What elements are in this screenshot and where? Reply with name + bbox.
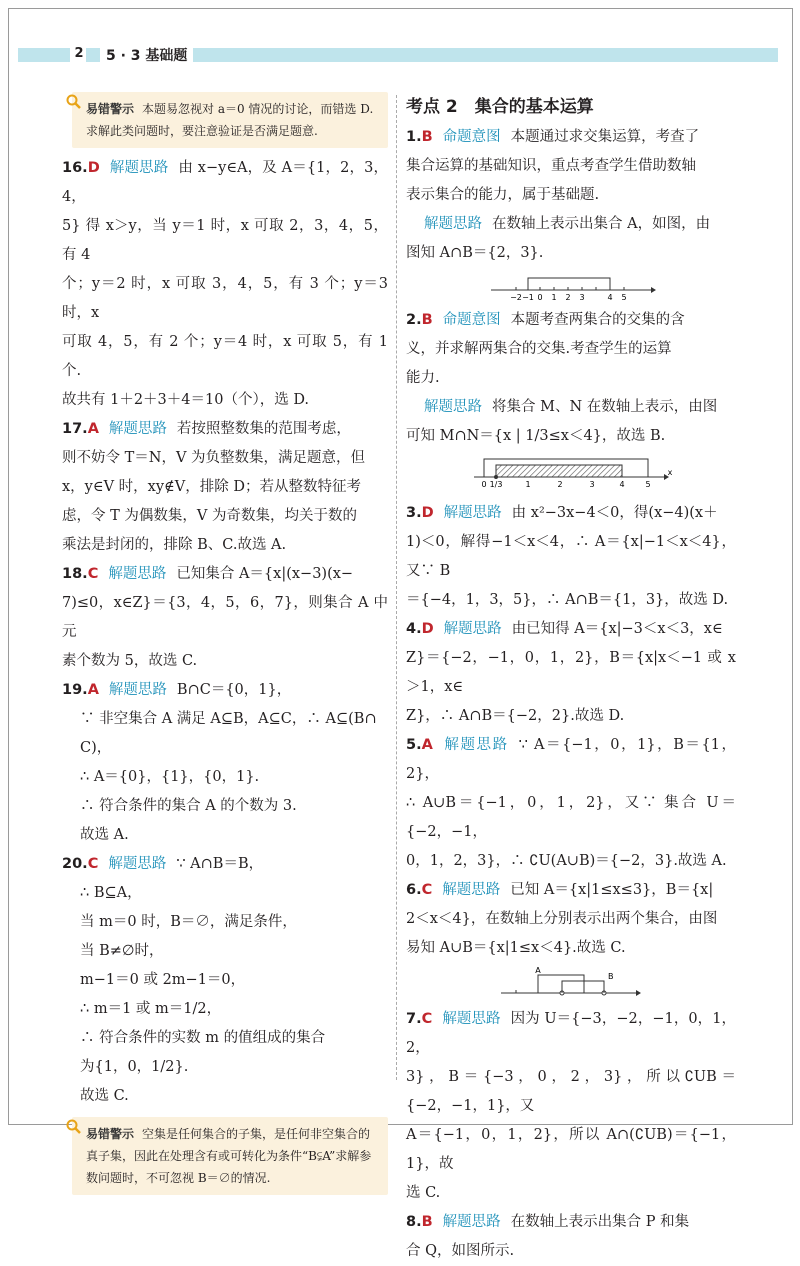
text-line: ∵ 非空集合 A 满足 A⊆B，A⊆C，∴ A⊆(B∩: [80, 711, 377, 727]
text-line: 表示集合的能力，属于基础题.: [406, 187, 600, 203]
text-line: 2＜x＜4}，在数轴上分别表示出两个集合，由图: [406, 911, 718, 927]
keyword-label: 解题思路: [424, 399, 482, 415]
text-line: 则不妨令 T＝N，V 为负整数集，满足题意，但: [62, 450, 366, 466]
text-line: ∴ 符合条件的集合 A 的个数为 3.: [80, 798, 297, 814]
text-line: 已知集合 A＝{x|(x−3)(x−: [176, 566, 354, 582]
axis-label: −1: [522, 293, 534, 302]
question-number: 5.: [406, 737, 422, 753]
text-line: 由 x²−3x−4＜0，得(x−4)(x＋: [511, 505, 718, 521]
keyword-label: 解题思路: [442, 1214, 501, 1230]
answer-19: [62, 676, 388, 850]
question-number: 16.: [62, 160, 88, 176]
answer-5: [406, 731, 736, 876]
question-number: 6.: [406, 882, 422, 898]
axis-label: 2: [565, 293, 571, 302]
right-column: [406, 92, 736, 1266]
text-line: 选 C.: [406, 1185, 441, 1201]
keyword-label: 解题思路: [108, 421, 167, 437]
text-line: ∴ B⊆A，: [80, 885, 142, 901]
text-line: Z}＝{−2，−1，0，1，2}，B＝{x|x＜−1 或 x＞1，x∈: [406, 650, 736, 695]
answer-6: [406, 876, 736, 1001]
axis-label: x: [667, 468, 673, 477]
text-line: 图知 A∩B＝{2，3}.: [406, 245, 544, 261]
answer-20: [62, 850, 388, 1111]
text-line: ∴ 符合条件的实数 m 的值组成的集合: [80, 1030, 326, 1046]
text-line: ∴ m＝1 或 m＝1/2，: [80, 1001, 222, 1017]
axis-label: 2: [557, 480, 563, 489]
axis-label: B: [608, 972, 614, 981]
text-line: Z}，∴ A∩B＝{−2，2}.故选 D.: [406, 708, 625, 724]
axis-label: −2: [510, 293, 522, 302]
text-line: 本题考查两集合的交集的含: [510, 312, 685, 328]
axis-label: 1: [525, 480, 531, 489]
question-number: 2.: [406, 312, 422, 328]
text-line: 在数轴上表示出集合 A，如图，由: [492, 216, 711, 232]
answer-3: [406, 499, 736, 615]
number-line-figure-1: [486, 272, 656, 302]
text-line: 可知 M∩N＝{x | 1/3≤x＜4}，故选 B.: [406, 428, 666, 444]
text-line: 在数轴上表示出集合 P 和集: [510, 1214, 690, 1230]
text-line: 将集合 M、N 在数轴上表示，由图: [492, 399, 718, 415]
keyword-label: 解题思路: [442, 882, 501, 898]
axis-label: 3: [589, 480, 595, 489]
answer-letter: C: [421, 1011, 433, 1027]
warning-tag: 易错警示: [86, 1127, 135, 1141]
axis-label: 4: [619, 480, 625, 489]
text-line: 个；y＝2 时，x 可取 3，4，5，有 3 个；y＝3 时，x: [62, 276, 388, 321]
text-line: 若按照整数集的范围考虑，: [176, 421, 351, 437]
keyword-label: 解题思路: [443, 621, 502, 637]
text-line: 素个数为 5，故选 C.: [62, 653, 198, 669]
left-column: [62, 92, 388, 1195]
text-line: 虑，令 T 为偶数集，V 为奇数集，均关于数的: [62, 508, 357, 524]
answer-letter: A: [87, 682, 99, 698]
text-line: 由 x−y∈A，及 A＝{1，2，3，4，: [62, 160, 388, 205]
text-line: 为{1，0，1/2}.: [80, 1059, 189, 1075]
text-line: 义，并求解两集合的交集.考查学生的运算: [406, 341, 672, 357]
axis-label: 5: [621, 293, 627, 302]
keyword-label: 解题思路: [108, 856, 167, 872]
keyword-label: 解题思路: [442, 1011, 501, 1027]
axis-label: 5: [645, 480, 651, 489]
text-line: ∴ A＝{0}，{1}，{0，1}.: [80, 769, 260, 785]
keyword-label: 命题意图: [442, 312, 501, 328]
text-line: 当 B≠∅时，: [80, 943, 164, 959]
magnifier-icon: [66, 94, 82, 110]
answer-1: [406, 123, 736, 302]
answer-16: [62, 154, 388, 415]
keyword-label: 解题思路: [109, 160, 169, 176]
text-line: 5} 得 x＞y，当 y＝1 时，x 可取 2，3，4，5，有 4: [62, 218, 388, 263]
header-band-left: [18, 48, 70, 62]
question-number: 3.: [406, 505, 422, 521]
text-line: 故选 C.: [80, 1088, 129, 1104]
answer-letter: A: [87, 421, 99, 437]
question-number: 1.: [406, 129, 422, 145]
text-line: 3}，B＝{−3，0，2，3}，所以∁UB＝{−2，−1，1}，又: [406, 1069, 736, 1114]
text-line: ∴ A∪B＝{−1，0，1，2}，又∵ 集合 U＝{−2，−1，: [406, 795, 736, 840]
question-number: 4.: [406, 621, 422, 637]
question-number: 19.: [62, 682, 88, 698]
keyword-label: 解题思路: [442, 737, 509, 753]
answer-letter: C: [421, 882, 433, 898]
question-number: 18.: [62, 566, 88, 582]
answer-8: [406, 1208, 736, 1266]
text-line: 7)≤0，x∈Z}＝{3，4，5，6，7}，则集合 A 中元: [62, 595, 388, 640]
text-line: A＝{−1，0，1，2}，所以 A∩(∁UB)＝{−1，1}，故: [406, 1127, 736, 1172]
text-line: ∵ A＝{−1，0，1}，B＝{1，2}，: [406, 737, 736, 782]
text-line: 可取 4，5，有 2 个；y＝4 时，x 可取 5，有 1 个.: [62, 334, 388, 379]
text-line: B∩C＝{0，1}，: [176, 682, 292, 698]
text-line: 乘法是封闭的，排除 B、C.故选 A.: [62, 537, 287, 553]
text-line: 合 Q，如图所示.: [406, 1243, 515, 1259]
keyword-label: 解题思路: [424, 216, 482, 232]
answer-letter: B: [421, 1214, 433, 1230]
section-title: 考点 2 集合的基本运算: [406, 97, 594, 117]
answer-7: [406, 1005, 736, 1208]
question-number: 20.: [62, 856, 88, 872]
answer-letter: D: [421, 505, 434, 521]
question-number: 7.: [406, 1011, 422, 1027]
book-title: 5 · 3 基础题: [100, 45, 193, 65]
axis-label: A: [535, 967, 541, 975]
axis-label: 3: [579, 293, 585, 302]
axis-label: 1/3: [489, 480, 503, 489]
text-line: 因为 U＝{−3，−2，−1，0，1，2，: [406, 1011, 736, 1056]
text-line: 集合运算的基础知识，重点考查学生借助数轴: [406, 158, 696, 174]
page-number: 2: [74, 46, 84, 61]
axis-label: 4: [607, 293, 613, 302]
magnifier-icon: [66, 1119, 82, 1135]
warning-box-bottom: [72, 1117, 388, 1195]
text-line: ∵ A∩B＝B，: [176, 856, 264, 872]
text-line: 当 m＝0 时，B＝∅，满足条件，: [80, 914, 297, 930]
keyword-label: 命题意图: [442, 129, 501, 145]
keyword-label: 解题思路: [443, 505, 502, 521]
answer-4: [406, 615, 736, 731]
text-line: C)，: [80, 740, 112, 756]
text-line: 由已知得 A＝{x|−3＜x＜3，x∈: [511, 621, 723, 637]
axis-label: 1: [551, 293, 557, 302]
text-line: 易知 A∪B＝{x|1≤x＜4}.故选 C.: [406, 940, 626, 956]
keyword-label: 解题思路: [108, 566, 167, 582]
answer-letter: C: [87, 856, 99, 872]
text-line: 本题通过求交集运算，考查了: [510, 129, 700, 145]
answer-letter: C: [87, 566, 99, 582]
text-line: 故选 A.: [80, 827, 129, 843]
text-line: 能力.: [406, 370, 440, 386]
answer-letter: D: [421, 621, 434, 637]
answer-18: [62, 560, 388, 676]
answer-letter: D: [87, 160, 100, 176]
number-line-figure-6: [496, 967, 646, 1001]
text-line: ＝{−4，1，3，5}，∴ A∩B＝{1，3}，故选 D.: [406, 592, 729, 608]
text-line: m−1＝0 或 2m−1＝0，: [80, 972, 246, 988]
keyword-label: 解题思路: [108, 682, 167, 698]
text-line: 故共有 1＋2＋3＋4＝10（个），选 D.: [62, 392, 310, 408]
text-line: 0，1，2，3}，∴ ∁U(A∪B)＝{−2，3}.故选 A.: [406, 853, 727, 869]
axis-label: 0: [537, 293, 543, 302]
warning-text: 空集是任何集合的子集，是任何非空集合的真子集，因此在处理含有或可转化为条件“B⫋A”求解参数问题时，不可忽视 B＝∅的情况.: [86, 1127, 372, 1185]
axis-label: 0: [481, 480, 487, 489]
answer-letter: B: [421, 129, 433, 145]
column-divider: [396, 95, 397, 1080]
warning-box-top: [72, 92, 388, 148]
question-number: 8.: [406, 1214, 422, 1230]
warning-text: 本题易忽视对 a＝0 情况的讨论，而错选 D. 求解此类问题时，要注意验证是否满足题意.: [86, 102, 374, 138]
answer-letter: A: [421, 737, 433, 753]
question-number: 17.: [62, 421, 88, 437]
number-line-figure-2: [466, 455, 676, 495]
text-line: x，y∈V 时，xy∉V，排除 D；若从整数特征考: [62, 479, 361, 495]
answer-17: [62, 415, 388, 560]
text-line: 已知 A＝{x|1≤x≤3}，B＝{x|: [510, 882, 714, 898]
answer-2: [406, 306, 736, 495]
answer-letter: B: [421, 312, 433, 328]
warning-tag: 易错警示: [86, 102, 135, 116]
text-line: 1)＜0，解得−1＜x＜4，∴ A＝{x|−1＜x＜4}，又∵ B: [406, 534, 736, 579]
